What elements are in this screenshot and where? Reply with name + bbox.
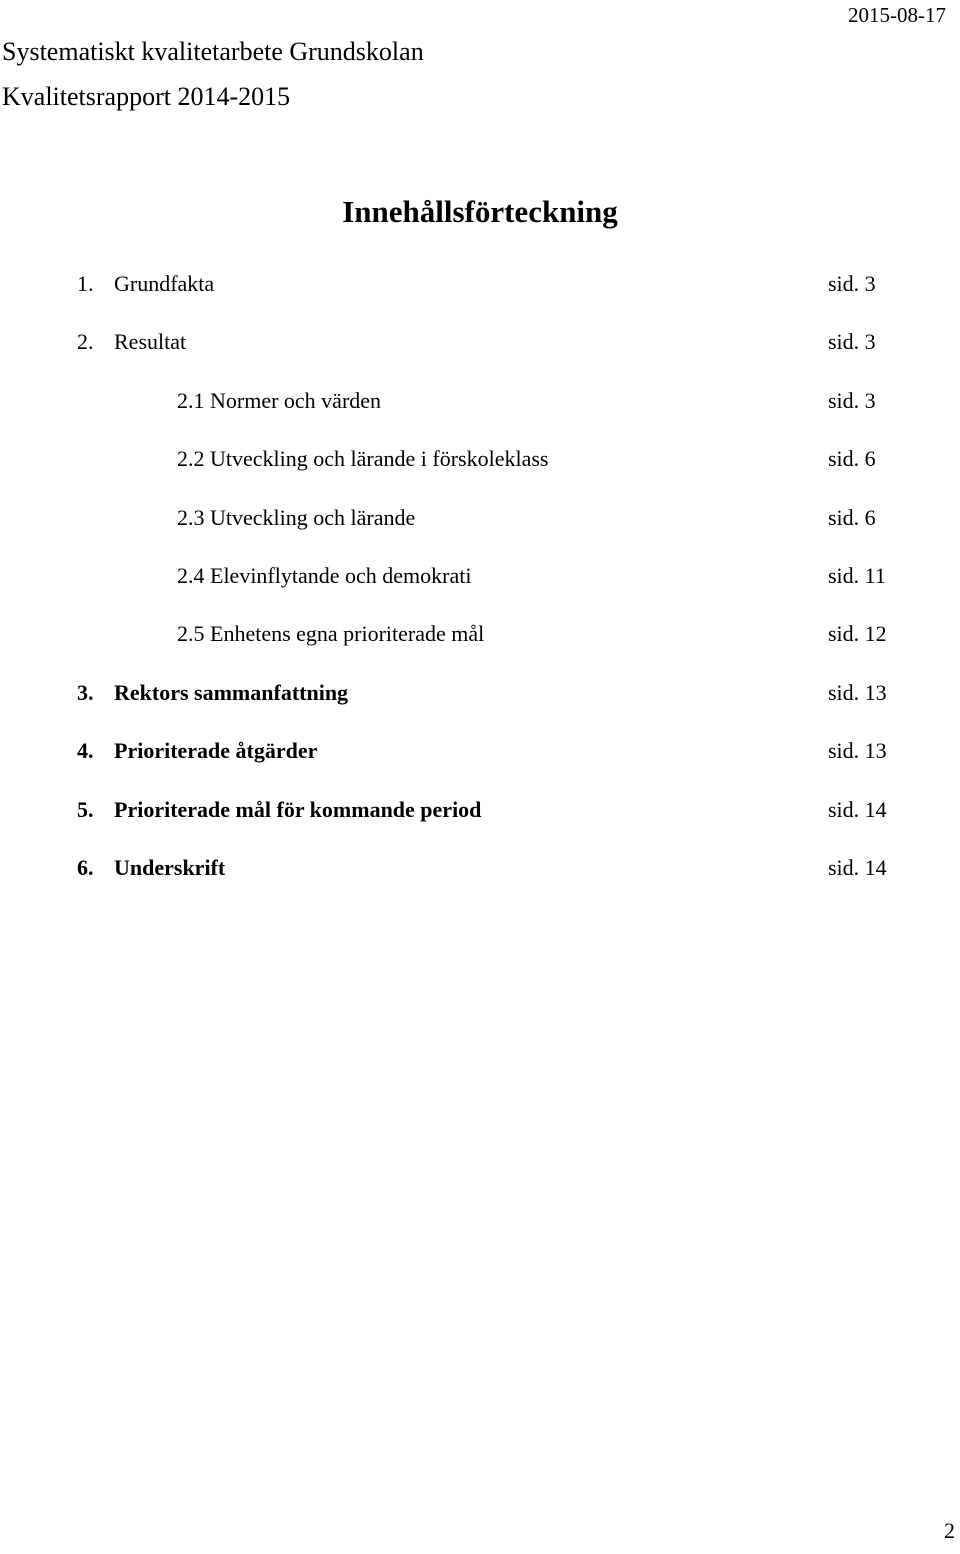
toc-entry-prioriterade-atgarder bbox=[0, 735, 960, 793]
toc-entry-label: 2.5 Enhetens egna prioriterade mål bbox=[177, 621, 485, 647]
toc-entry-number: 2. bbox=[77, 329, 94, 355]
toc-entry-utveckling-och-larande bbox=[0, 502, 960, 560]
toc-entry-label: 2.1 Normer och värden bbox=[177, 387, 382, 413]
toc-entry-prioriterade-mal bbox=[0, 794, 960, 852]
toc-entry-page: sid. 6 bbox=[828, 446, 876, 472]
toc-entry-egna-mal bbox=[0, 618, 960, 676]
toc-entry-elevinflytande bbox=[0, 560, 960, 618]
toc-entry-number: 3. bbox=[77, 679, 94, 705]
toc-entry-page: sid. 14 bbox=[828, 854, 887, 880]
toc-entry-grundfakta bbox=[0, 268, 960, 326]
toc-entry-number: 6. bbox=[77, 854, 94, 880]
toc-heading: Innehållsförteckning bbox=[342, 194, 618, 229]
toc-entry-number: 5. bbox=[77, 796, 94, 822]
table-of-contents bbox=[0, 268, 960, 910]
document-title: Systematiskt kvalitetarbete Grundskolan bbox=[2, 37, 424, 66]
toc-entry-label: Prioriterade åtgärder bbox=[114, 738, 318, 764]
toc-entry-number: 1. bbox=[77, 271, 94, 296]
toc-entry-page: sid. 3 bbox=[828, 271, 876, 296]
toc-entry-page: sid. 14 bbox=[828, 796, 887, 822]
toc-entry-page: sid. 13 bbox=[828, 738, 887, 764]
toc-entry-label: 2.4 Elevinflytande och demokrati bbox=[177, 562, 472, 588]
document-subtitle: Kvalitetsrapport 2014-2015 bbox=[2, 82, 291, 111]
document-date: 2015-08-17 bbox=[848, 3, 946, 27]
toc-entry-page: sid. 13 bbox=[828, 679, 887, 705]
toc-entry-label: Prioriterade mål för kommande period bbox=[114, 796, 482, 822]
toc-entry-label: Grundfakta bbox=[114, 271, 215, 296]
toc-entry-page: sid. 3 bbox=[828, 387, 876, 413]
toc-entry-page: sid. 6 bbox=[828, 504, 876, 530]
toc-entry-utveckling-forskoleklass bbox=[0, 443, 960, 501]
toc-entry-page: sid. 3 bbox=[828, 329, 876, 355]
toc-entry-label: 2.3 Utveckling och lärande bbox=[177, 504, 416, 530]
page-number: 2 bbox=[944, 1518, 955, 1543]
toc-entry-label: Underskrift bbox=[114, 854, 226, 880]
toc-entry-resultat bbox=[0, 326, 960, 384]
toc-entry-number: 4. bbox=[77, 738, 94, 764]
toc-entry-label: Rektors sammanfattning bbox=[114, 679, 349, 705]
toc-entry-page: sid. 11 bbox=[828, 562, 886, 588]
toc-entry-underskrift bbox=[0, 852, 960, 910]
toc-entry-normer-och-varden bbox=[0, 385, 960, 443]
toc-entry-rektors-sammanfattning bbox=[0, 677, 960, 735]
toc-entry-label: Resultat bbox=[114, 329, 187, 355]
toc-entry-label: 2.2 Utveckling och lärande i förskoleklass bbox=[177, 446, 549, 472]
toc-entry-page: sid. 12 bbox=[828, 621, 887, 647]
